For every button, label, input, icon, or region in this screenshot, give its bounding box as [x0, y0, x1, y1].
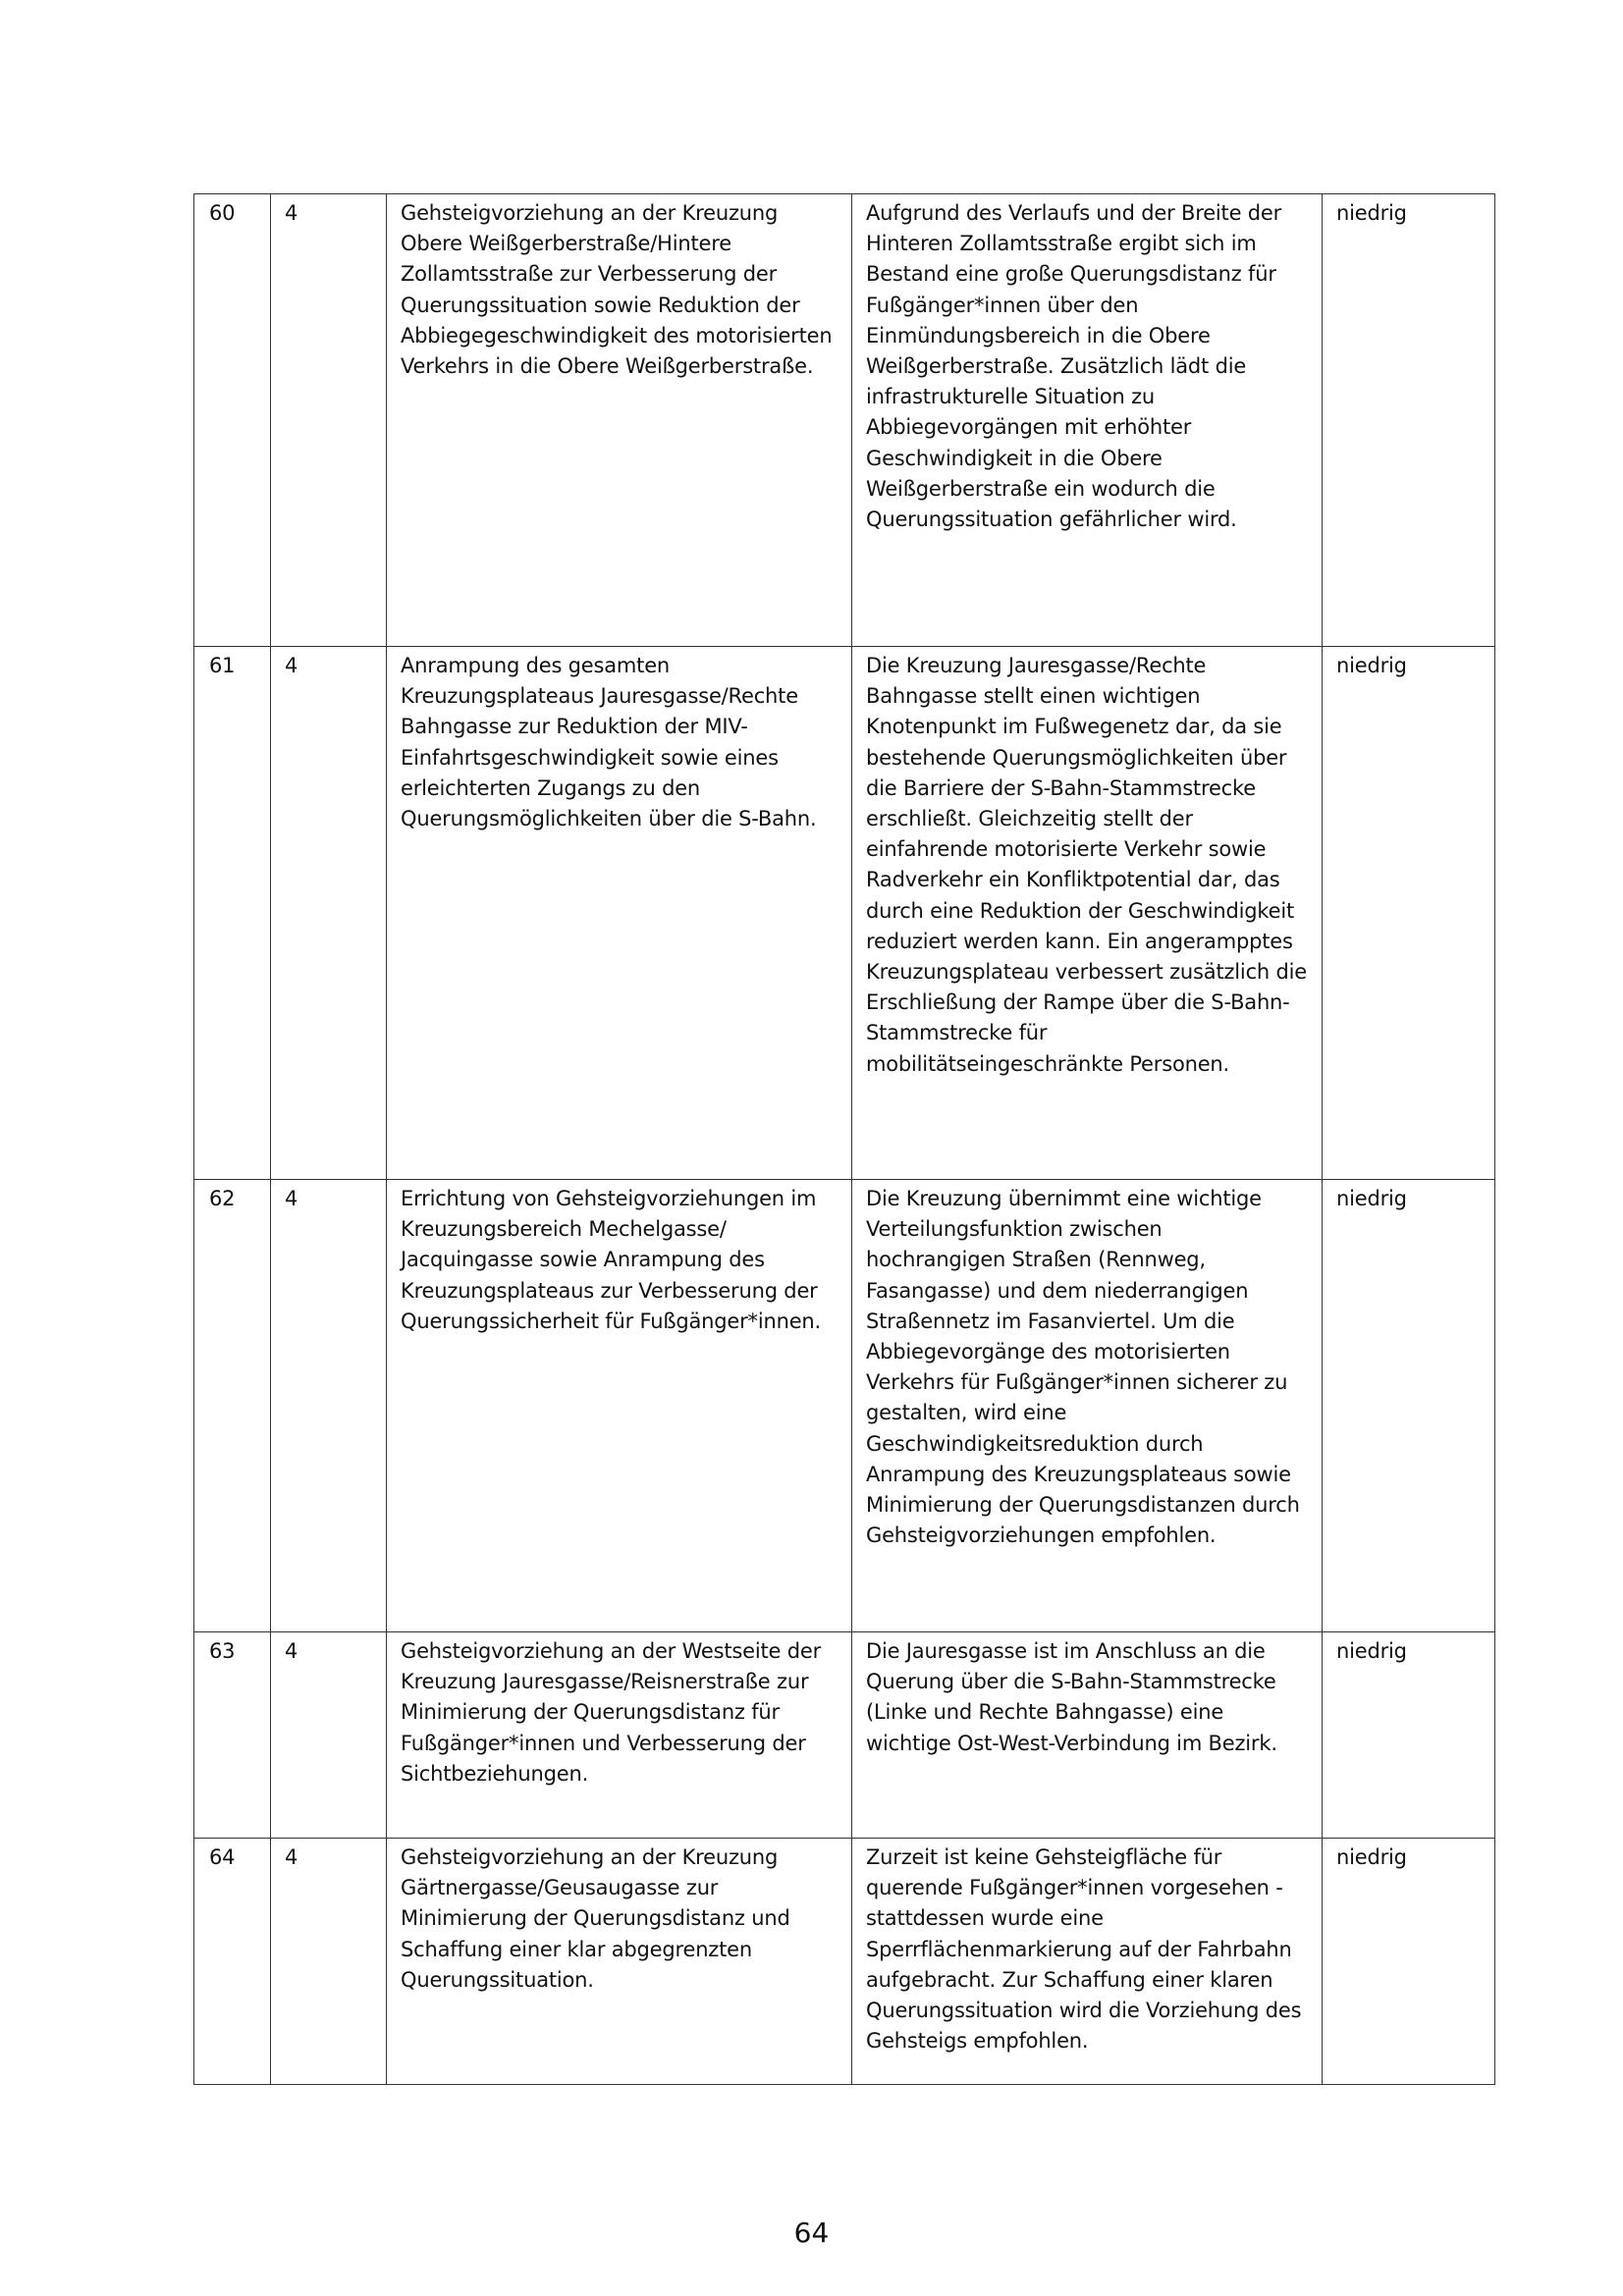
- row-category: 4: [271, 1632, 387, 1839]
- row-justification: Die Jauresgasse ist im Anschluss an die Querung über die S-Bahn-Stammstrecke (Linke und Rechte Bahngasse) eine wichtige Ost-West-Verbindung im Bezirk.: [852, 1632, 1323, 1839]
- row-number: 60: [194, 194, 271, 647]
- row-category: 4: [271, 647, 387, 1180]
- table-row: [194, 1839, 1495, 2085]
- row-number: 62: [194, 1180, 271, 1632]
- row-measure: Anrampung des gesamten Kreuzungsplateaus Jauresgasse/Rechte Bahngasse zur Reduktion der MIV-Einfahrtsgeschwindigkeit sowie eines erleichterten Zugangs zu den Querungsmöglichkeiten über die S-Bahn.: [387, 647, 852, 1180]
- row-category: 4: [271, 1839, 387, 2085]
- row-measure: Errichtung von Gehsteigvorziehungen im Kreuzungsbereich Mechelgasse/ Jacquingasse sowie Anrampung des Kreuzungsplateaus zur Verbesserung der Querungssicherheit für Fußgänger*innen.: [387, 1180, 852, 1632]
- row-number: 64: [194, 1839, 271, 2085]
- row-justification: Aufgrund des Verlaufs und der Breite der Hinteren Zollamtsstraße ergibt sich im Bestand eine große Querungsdistanz für Fußgänger*innen über den Einmündungsbereich in die Obere Weißgerberstraße. Zusätzlich lädt die infrastrukturelle Situation zu Abbiegevorgängen mit erhöhter Geschwindigkeit in die Obere Weißgerberstraße ein wodurch die Querungssituation gefährlicher wird.: [852, 194, 1323, 647]
- row-justification: Die Kreuzung Jauresgasse/Rechte Bahngasse stellt einen wichtigen Knotenpunkt im Fußwegenetz dar, da sie bestehende Querungsmöglichkeiten über die Barriere der S-Bahn-Stammstrecke erschließt. Gleichzeitig stellt der einfahrende motorisierte Verkehr sowie Radverkehr ein Konfliktpotential dar, das durch eine Reduktion der Geschwindigkeit reduziert werden kann. Ein angerampptes Kreuzungsplateau verbessert zusätzlich die Erschließung der Rampe über die S-Bahn-Stammstrecke für mobilitätseingeschränkte Personen.: [852, 647, 1323, 1180]
- table-row: [194, 194, 1495, 647]
- table-row: [194, 647, 1495, 1180]
- page-number: 64: [793, 2216, 830, 2249]
- row-priority: niedrig: [1323, 194, 1495, 647]
- row-number: 63: [194, 1632, 271, 1839]
- row-category: 4: [271, 1180, 387, 1632]
- row-number: 61: [194, 647, 271, 1180]
- row-priority: niedrig: [1323, 647, 1495, 1180]
- row-measure: Gehsteigvorziehung an der Westseite der Kreuzung Jauresgasse/Reisnerstraße zur Minimierung der Querungsdistanz für Fußgänger*innen und Verbesserung der Sichtbeziehungen.: [387, 1632, 852, 1839]
- row-measure: Gehsteigvorziehung an der Kreuzung Obere Weißgerberstraße/Hintere Zollamtsstraße zur Verbesserung der Querungssituation sowie Reduktion der Abbiegegeschwindigkeit des motorisierten Verkehrs in die Obere Weißgerberstraße.: [387, 194, 852, 647]
- measures-table: [193, 193, 1495, 2085]
- row-priority: niedrig: [1323, 1839, 1495, 2085]
- table-row: [194, 1180, 1495, 1632]
- row-category: 4: [271, 194, 387, 647]
- row-justification: Zurzeit ist keine Gehsteigfläche für querende Fußgänger*innen vorgesehen - stattdessen wurde eine Sperrflächenmarkierung auf der Fahrbahn aufgebracht. Zur Schaffung einer klaren Querungssituation wird die Vorziehung des Gehsteigs empfohlen.: [852, 1839, 1323, 2085]
- table-row: [194, 1632, 1495, 1839]
- row-justification: Die Kreuzung übernimmt eine wichtige Verteilungsfunktion zwischen hochrangigen Straßen (Rennweg, Fasangasse) und dem niederrangigen Straßennetz im Fasanviertel. Um die Abbiegevorgänge des motorisierten Verkehrs für Fußgänger*innen sicherer zu gestalten, wird eine Geschwindigkeitsreduktion durch Anrampung des Kreuzungsplateaus sowie Minimierung der Querungsdistanzen durch Gehsteigvorziehungen empfohlen.: [852, 1180, 1323, 1632]
- row-measure: Gehsteigvorziehung an der Kreuzung Gärtnergasse/Geusaugasse zur Minimierung der Querungsdistanz und Schaffung einer klar abgegrenzten Querungssituation.: [387, 1839, 852, 2085]
- row-priority: niedrig: [1323, 1632, 1495, 1839]
- row-priority: niedrig: [1323, 1180, 1495, 1632]
